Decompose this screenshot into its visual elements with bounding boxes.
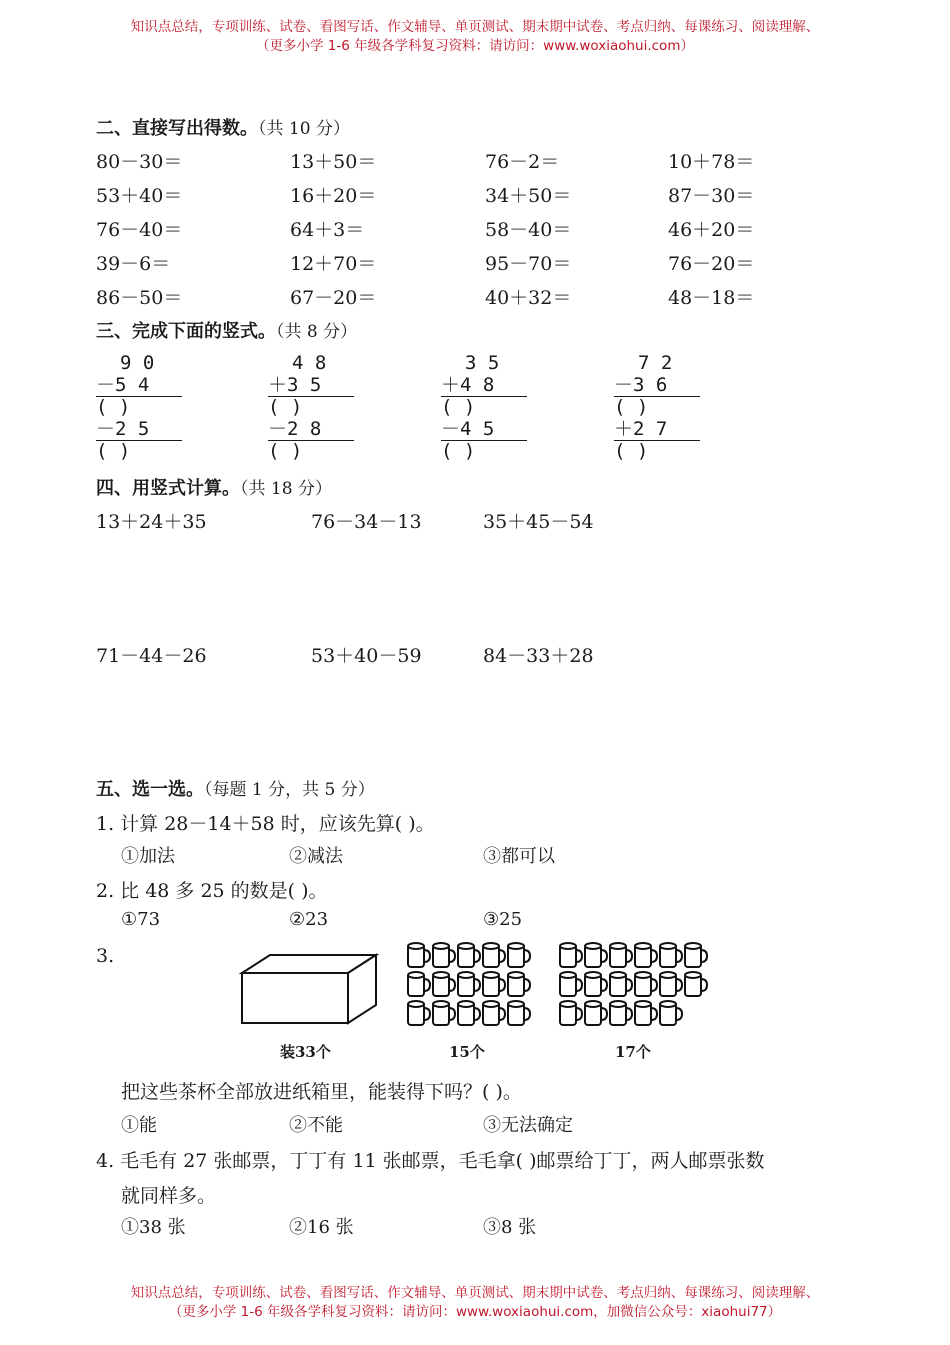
answer-blank: ( ): [96, 396, 131, 418]
expression: 13＋24＋35: [96, 511, 207, 533]
vertical-rule: [96, 396, 182, 397]
vertical-rule: [614, 440, 700, 441]
section4-points: （共 18 分）: [240, 479, 332, 499]
option: ②不能: [289, 1115, 343, 1136]
equation: 76－40＝: [96, 219, 183, 241]
vertical-operand: －2 5: [96, 418, 150, 440]
tea-cup-icon: [610, 943, 632, 967]
tea-cup-icon: [635, 972, 657, 996]
tea-cup-icon: [508, 943, 530, 967]
equation: 40＋32＝: [485, 287, 572, 309]
tea-cup-icon: [433, 1001, 455, 1025]
equation: 76－2＝: [485, 151, 560, 173]
tea-cup-icon: [585, 943, 607, 967]
equation: 80－30＝: [96, 151, 183, 173]
equation: 64＋3＝: [290, 219, 365, 241]
vertical-problem-4: [614, 352, 672, 462]
vertical-rule: [441, 396, 527, 397]
equation: 86－50＝: [96, 287, 183, 309]
equation: 67－20＝: [290, 287, 377, 309]
tea-cup-icon: [560, 943, 582, 967]
option: ②16 张: [289, 1217, 354, 1238]
answer-blank: ( ): [268, 396, 303, 418]
option: ③8 张: [483, 1217, 537, 1238]
vertical-operand: ＋4 8: [441, 374, 495, 396]
option: ③都可以: [483, 846, 555, 867]
footer-banner-line1: 知识点总结，专项训练、试卷、看图写话、作文辅导、单页测试、期末期中试卷、考点归纳、每课练习、阅读理解、: [130, 1285, 820, 1301]
section2-points: （共 10 分）: [258, 119, 350, 139]
cup-group-1: [404, 940, 540, 1030]
question-1: 1. 计算 28－14＋58 时，应该先算( )。: [96, 813, 435, 835]
expression: 53＋40－59: [311, 645, 422, 667]
tea-cup-icon: [635, 943, 657, 967]
option: ①73: [121, 909, 161, 930]
vertical-rule: [268, 440, 354, 441]
equation: 48－18＝: [668, 287, 755, 309]
vertical-rule: [268, 396, 354, 397]
section5-points: （每题 1 分，共 5 分）: [204, 780, 375, 800]
tea-cup-icon: [685, 972, 707, 996]
answer-blank: ( ): [268, 440, 303, 462]
equation: 13＋50＝: [290, 151, 377, 173]
option: ①38 张: [121, 1217, 186, 1238]
vertical-top-number: 4 8: [292, 352, 327, 374]
tea-cup-icon: [483, 1001, 505, 1025]
question-4-line1: 4. 毛毛有 27 张邮票，丁丁有 11 张邮票，毛毛拿( )邮票给丁丁，两人邮票张数: [96, 1150, 765, 1172]
section2-title: 二、直接写出得数。: [96, 118, 258, 139]
equation: 46＋20＝: [668, 219, 755, 241]
tea-cup-icon: [610, 972, 632, 996]
tea-cup-icon: [635, 1001, 657, 1025]
vertical-operand: －5 4: [96, 374, 150, 396]
header-banner-line2: （更多小学 1-6 年级各学科复习资料：请访问：www.woxiaohui.com）: [256, 38, 694, 54]
question-3-text: 把这些茶杯全部放进纸箱里，能装得下吗？( )。: [121, 1081, 522, 1103]
box-caption: 装33个: [280, 1043, 331, 1061]
vertical-problem-3: [441, 352, 499, 462]
vertical-rule: [441, 440, 527, 441]
option: ③无法确定: [483, 1115, 573, 1136]
vertical-rule: [96, 440, 182, 441]
vertical-operand: ＋3 5: [268, 374, 322, 396]
equation: 39－6＝: [96, 253, 171, 275]
vertical-top-number: 7 2: [638, 352, 673, 374]
question-3-number: 3.: [96, 945, 115, 967]
equation: 95－70＝: [485, 253, 572, 275]
expression: 76－34－13: [311, 511, 422, 533]
tea-cup-icon: [508, 1001, 530, 1025]
header-banner-line1: 知识点总结，专项训练、试卷、看图写话、作文辅导、单页测试、期末期中试卷、考点归纳、每课练习、阅读理解、: [130, 19, 820, 35]
tea-cup-icon: [585, 972, 607, 996]
cardboard-box-illustration: [236, 945, 386, 1025]
header-banner: [0, 18, 950, 56]
tea-cup-icon: [433, 972, 455, 996]
section4-heading: [96, 474, 332, 500]
tea-cup-icon: [408, 972, 430, 996]
expression: 84－33＋28: [483, 645, 594, 667]
equation: 12＋70＝: [290, 253, 377, 275]
section3-title: 三、完成下面的竖式。: [96, 321, 276, 342]
equation: 10＋78＝: [668, 151, 755, 173]
tea-cup-icon: [685, 943, 707, 967]
tea-cup-icon: [660, 1001, 682, 1025]
option: ②23: [289, 909, 329, 930]
answer-blank: ( ): [441, 396, 476, 418]
tea-cup-icon: [560, 1001, 582, 1025]
equation: 58－40＝: [485, 219, 572, 241]
option: ③25: [483, 909, 523, 930]
vertical-problem-1: [96, 352, 154, 462]
tea-cup-icon: [458, 972, 480, 996]
section5-title: 五、选一选。: [96, 779, 204, 800]
vertical-operand: ＋2 7: [614, 418, 668, 440]
tea-cup-icon: [660, 972, 682, 996]
tea-cup-icon: [483, 943, 505, 967]
equation: 76－20＝: [668, 253, 755, 275]
equation: 34＋50＝: [485, 185, 572, 207]
tea-cup-icon: [408, 1001, 430, 1025]
section5-heading: [96, 775, 375, 801]
tea-cup-icon: [508, 972, 530, 996]
footer-banner-line2: （更多小学 1-6 年级各学科复习资料：请访问：www.woxiaohui.com，加微信公众号：xiaohui77）: [168, 1304, 782, 1320]
tea-cup-icon: [610, 1001, 632, 1025]
vertical-operand: －3 6: [614, 374, 668, 396]
section3-points: （共 8 分）: [276, 322, 358, 342]
group2-caption: 17个: [615, 1043, 651, 1061]
vertical-top-number: 9 0: [120, 352, 155, 374]
tea-cup-icon: [560, 972, 582, 996]
tea-cup-icon: [408, 943, 430, 967]
vertical-top-number: 3 5: [465, 352, 500, 374]
expression: 35＋45－54: [483, 511, 594, 533]
answer-blank: ( ): [96, 440, 131, 462]
vertical-rule: [614, 396, 700, 397]
vertical-problem-2: [268, 352, 326, 462]
vertical-operand: －2 8: [268, 418, 322, 440]
tea-cup-icon: [483, 972, 505, 996]
tea-cup-icon: [660, 943, 682, 967]
tea-cup-icon: [458, 943, 480, 967]
answer-blank: ( ): [614, 440, 649, 462]
expression: 71－44－26: [96, 645, 207, 667]
section2-heading: [96, 114, 350, 140]
cup-group-2: [556, 940, 716, 1030]
question-2: 2. 比 48 多 25 的数是( )。: [96, 880, 328, 902]
tea-cup-icon: [433, 943, 455, 967]
question-4-line2: 就同样多。: [121, 1185, 217, 1207]
group1-caption: 15个: [449, 1043, 485, 1061]
option: ①加法: [121, 846, 175, 867]
footer-banner: [0, 1284, 950, 1322]
option: ②减法: [289, 846, 343, 867]
tea-cup-icon: [458, 1001, 480, 1025]
section3-heading: [96, 317, 357, 343]
tea-cup-icon: [585, 1001, 607, 1025]
answer-blank: ( ): [441, 440, 476, 462]
answer-blank: ( ): [614, 396, 649, 418]
equation: 87－30＝: [668, 185, 755, 207]
equation: 16＋20＝: [290, 185, 377, 207]
vertical-operand: －4 5: [441, 418, 495, 440]
option: ①能: [121, 1115, 157, 1136]
section4-title: 四、用竖式计算。: [96, 478, 240, 499]
equation: 53＋40＝: [96, 185, 183, 207]
